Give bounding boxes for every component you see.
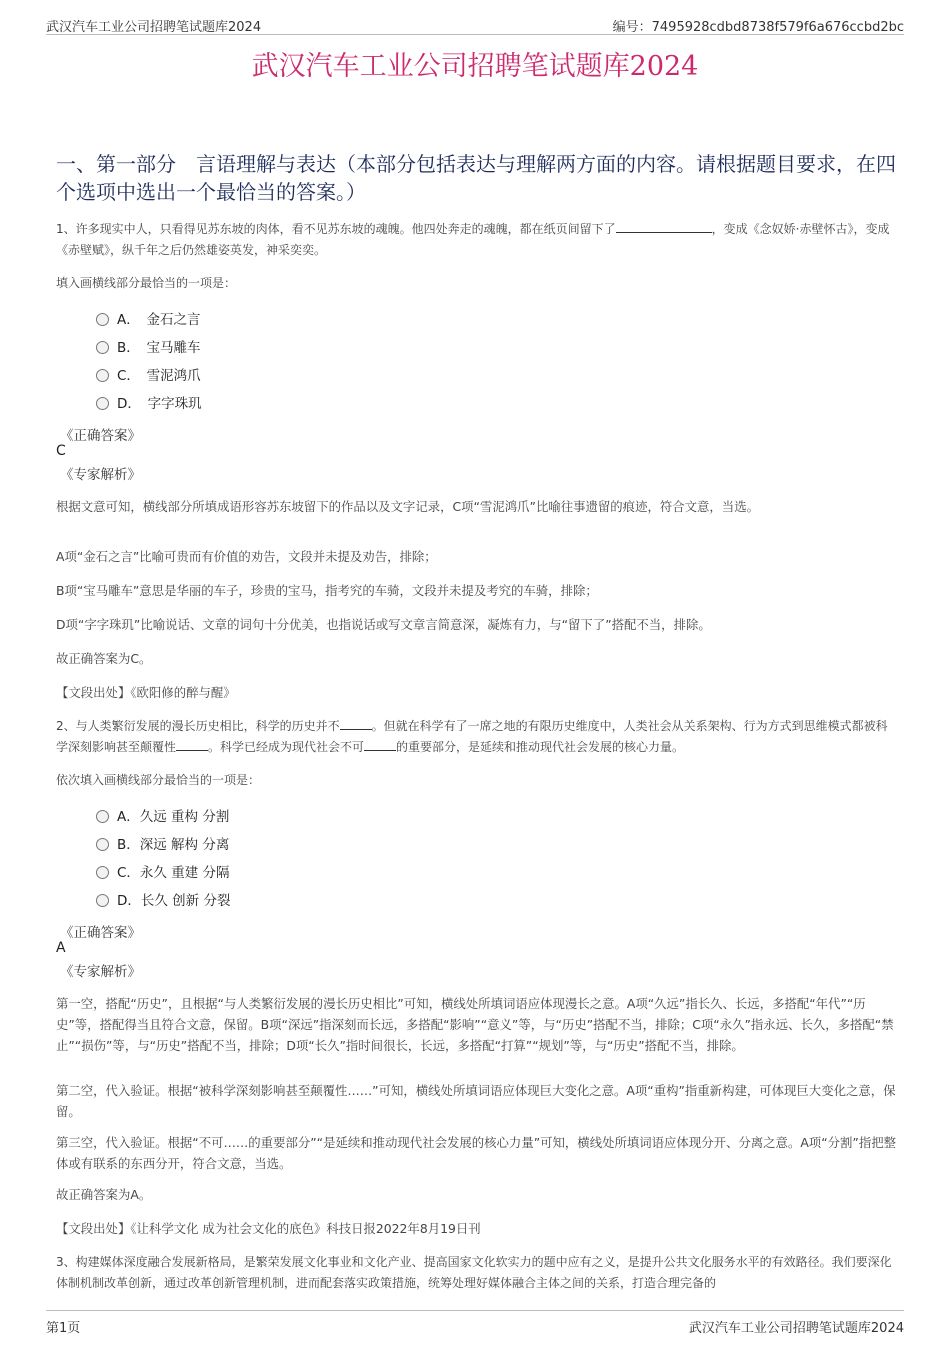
question-2-stem	[56, 716, 896, 758]
question-1-answer-label: 《正确答案》	[60, 428, 141, 444]
question-2-answer: A	[56, 940, 66, 956]
question-1-option-c[interactable]	[96, 366, 201, 386]
page-header	[46, 14, 904, 35]
question-2-option-a[interactable]	[96, 807, 229, 827]
question-2-stem-part-b: 。但就在科学有了一席之地的有限历史维度中，人类社会从关系架构、行为方式到思	[371, 719, 816, 733]
question-1-option-b[interactable]	[96, 338, 201, 358]
question-2-analysis-para-1: 第一空，搭配“历史”，且根据“与人类繁衍发展的漫长历史相比”可知，横线处所填词语应体现漫长之意。A项“久远”指长久、长远，多搭配“年代”“历史”等，搭配得当且符合文意，保留。B项“深远”指深刻而长远，多搭配“影响”“意义”等，与“历史”搭配不当，排除；C项“永久”指永远、长久，多搭配“禁止”“损伤”等，与“历史”搭配不当，排除；D项“长久”指时间很长，长远，多搭配“打算”“规划”等，与“历史”搭配不当，排除。	[56, 996, 894, 1053]
question-1-analysis-para-4: D项“字字珠玑”比喻说话、文章的词句十分优美，也指说话或写文章言简意深，凝炼有力，与“留下了”搭配不当，排除。	[56, 617, 711, 632]
radio-icon[interactable]	[96, 866, 109, 879]
question-1-analysis-para-5: 故正确答案为C。	[56, 651, 152, 666]
question-3-stem: 3、构建媒体深度融合发展新格局，是繁荣发展文化事业和文化产业、提高国家文化软实力的题中应有之义，是提升公共文化服务水平的有效路径。我们要深化体制机制改革创新，通过改革创新管理机制，进而配套落实政策措施，统筹处理好媒体融合主体之间的关系，打造合理完备的	[56, 1255, 892, 1290]
question-2-analysis-para-2: 第二空，代入验证。根据“被科学深刻影响甚至颠覆性……”可知，横线处所填词语应体现巨大变化之意。A项“重构”指重新构建，可体现巨大变化之意，保留。	[56, 1083, 896, 1119]
question-2-analysis-para-3: 第三空，代入验证。根据“不可……的重要部分”“是延续和推动现代社会发展的核心力量”可知，横线处所填词语应体现分开、分离之意。A项“分割”指把整体或有联系的东西分开，符合文意，当选。	[56, 1135, 896, 1171]
question-2-source: 【文段出处】《让科学文化 成为社会文化的底色》科技日报2022年8月19日刊	[56, 1221, 481, 1236]
page-footer	[46, 1310, 904, 1336]
option-label: D．长久 创新 分裂	[117, 893, 231, 909]
question-2-analysis-label: 《专家解析》	[60, 964, 141, 980]
question-1-stem-part-b: ，变成《念奴娇·赤壁怀古》，变成《赤壁赋》，纵千年之后仍然雄姿英发，神采奕奕。	[56, 222, 890, 257]
question-2-option-b[interactable]	[96, 835, 229, 855]
question-1-analysis-para-1: 根据文意可知，横线部分所填成语形容苏东坡留下的作品以及文字记录，C项“雪泥鸿爪”比喻往事遗留的痕迹，符合文意，当选。	[56, 499, 759, 514]
radio-icon[interactable]	[96, 397, 109, 410]
question-1-answer: C	[56, 443, 66, 459]
header-doc-id: 编号：7495928cdbd8738f579f6a676ccbd2bc	[612, 20, 904, 35]
question-1-stem-part-a: 1、许多现实中人，只看得见苏东坡的肉体，看不见苏东坡的魂魄。他四处奔走的魂魄，都在纸页间留下了	[56, 222, 616, 236]
header-doc-title: 武汉汽车工业公司招聘笔试题库2024	[46, 20, 262, 35]
option-label: B． 宝马雕车	[117, 340, 201, 356]
question-2-option-c[interactable]	[96, 863, 230, 883]
section-heading: 一、第一部分 言语理解与表达（本部分包括表达与理解两方面的内容。请根据题目要求，在四个选项中选出一个最恰当的答案。）	[56, 152, 896, 204]
radio-icon[interactable]	[96, 810, 109, 823]
option-label: C． 雪泥鸿爪	[117, 368, 201, 384]
radio-icon[interactable]	[96, 313, 109, 326]
page-title: 武汉汽车工业公司招聘笔试题库2024	[251, 51, 699, 82]
question-1-option-d[interactable]	[96, 394, 202, 414]
option-label: D． 字字珠玑	[117, 396, 202, 412]
option-label: C．永久 重建 分隔	[117, 865, 230, 881]
footer-doc-title: 武汉汽车工业公司招聘笔试题库2024	[688, 1321, 904, 1336]
question-2-stem-part-d: 。科学已经成为现代社会不可	[208, 740, 365, 754]
answer-blank	[340, 719, 372, 730]
question-2-analysis-para-4: 故正确答案为A。	[56, 1187, 152, 1202]
question-2-stem-part-a: 2、与人类繁衍发展的漫长历史相比，科学的历史并不	[56, 719, 340, 733]
question-1-analysis-para-3: B项“宝马雕车”意思是华丽的车子，珍贵的宝马，指考究的车骑，文段并未提及考究的车骑，排除；	[56, 583, 598, 598]
page-number: 第1页	[46, 1321, 81, 1336]
option-label: A． 金石之言	[117, 312, 201, 328]
radio-icon[interactable]	[96, 369, 109, 382]
question-1-stem	[56, 219, 896, 261]
question-2-option-d[interactable]	[96, 891, 230, 911]
radio-icon[interactable]	[96, 838, 109, 851]
question-1-prompt: 填入画横线部分最恰当的一项是：	[56, 276, 237, 290]
radio-icon[interactable]	[96, 894, 109, 907]
question-2-stem-part-e: 的重要部分，是延续和推动现代社会发展的核心力量。	[396, 740, 685, 754]
question-1-analysis-para-2: A项“金石之言”比喻可贵而有价值的劝告，文段并未提及劝告，排除；	[56, 549, 437, 564]
option-label: B．深远 解构 分离	[117, 837, 230, 853]
question-1-option-a[interactable]	[96, 310, 201, 330]
option-label: A．久远 重构 分割	[117, 809, 230, 825]
question-2-stem-part-c: 维模式都被科学深刻影响甚至颠覆性	[56, 719, 888, 754]
question-1-source: 【文段出处】《欧阳修的醉与醒》	[56, 685, 236, 700]
answer-blank	[176, 740, 208, 751]
answer-blank	[616, 222, 712, 233]
answer-blank	[364, 740, 396, 751]
question-1-analysis-label: 《专家解析》	[60, 467, 141, 483]
radio-icon[interactable]	[96, 341, 109, 354]
question-2-prompt: 依次填入画横线部分最恰当的一项是：	[56, 773, 261, 787]
question-2-answer-label: 《正确答案》	[60, 925, 141, 941]
